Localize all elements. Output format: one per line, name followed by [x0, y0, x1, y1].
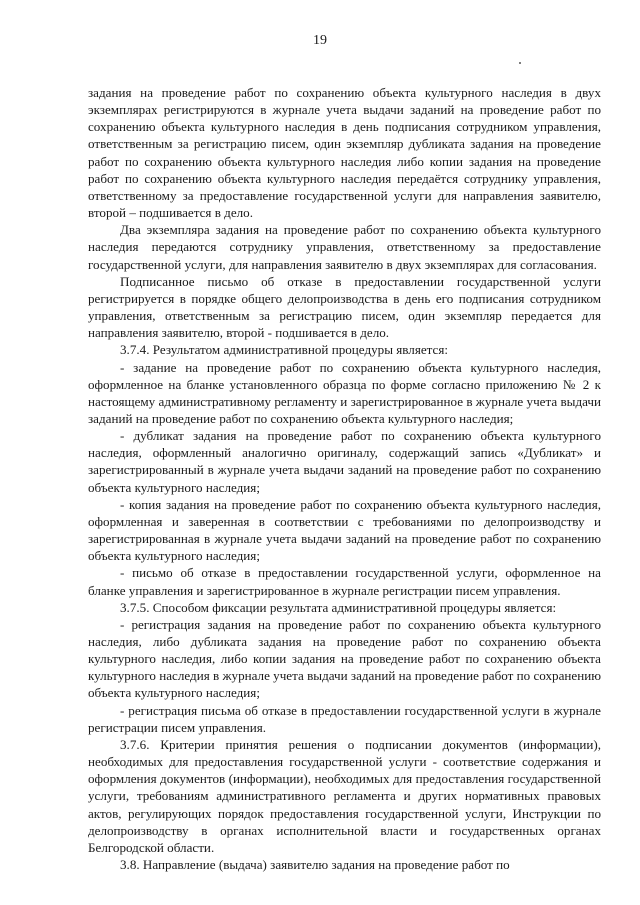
list-item-copy: - копия задания на проведение работ по сохранению объекта культурного наследия, оформленная и заверенная в соответствии с требованиями по делопроизводству и зарегистрированная в журнале учета выдачи заданий на проведение работ по сохранению объекта культурного наследия; — [88, 496, 601, 564]
paragraph-two-copies: Два экземпляра задания на проведение работ по сохранению объекта культурного наследия передаются сотруднику управления, ответственному за предоставление государственной услуги, для направления заявителю в двух экземплярах для согласования. — [88, 222, 601, 272]
paragraph-3-8-heading: 3.8. Направление (выдача) заявителю задания на проведение работ по — [120, 857, 510, 873]
document-body — [88, 84, 601, 873]
list-item-registration-task: - регистрация задания на проведение работ по сохранению объекта культурного наследия, либо дубликата задания на проведение работ по сохранению объекта культурного наследия, либо копии задания на проведение работ по сохранению объекта культурного наследия в журнале учета выдачи заданий на проведение работ по сохранению объекта культурного наследия; — [88, 616, 601, 701]
list-item-refusal: - письмо об отказе в предоставлении государственной услуги, оформленное на бланке управления и зарегистрированное в журнале регистрации писем управления. — [88, 565, 601, 598]
scan-speck — [519, 62, 521, 64]
list-item-duplicate: - дубликат задания на проведение работ по сохранению объекта культурного наследия, оформленный аналогично оригиналу, содержащий запись «Дубликат» и зарегистрированный в журнале учета выдачи заданий на проведение работ по сохранению объекта культурного наследия; — [88, 428, 601, 495]
list-item-registration-refusal: - регистрация письма об отказе в предоставлении государственной услуги в журнале регистрации писем управления. — [88, 702, 601, 735]
paragraph-3-7-6-criteria: 3.7.6. Критерии принятия решения о подписании документов (информации), необходимых для предоставления государственной услуги - соответствие содержания и оформления документов (информации), необходимых для предоставления государственной услуги, требованиям административного регламента и других нормативных правовых актов, регулирующих порядок предоставления государственной услуги, Инструкции по делопроизводству в органах исполнительной власти и государственных органах Белгородской области. — [88, 736, 601, 855]
paragraph-continuation: задания на проведение работ по сохранению объекта культурного наследия в двух экземплярах регистрируются в журнале учета выдачи заданий на проведение работ по сохранению объекта культурного наследия в день подписания сотрудником управления, ответственным за регистрацию писем, один экземпляр дубликата задания на проведение работ по сохранению объекта культурного наследия либо копии задания на проведение работ по сохранению объекта культурного наследия передаётся сотруднику управления, ответственному за предоставление государственной услуги для направления заявителю, второй – подшивается в дело. — [88, 85, 601, 221]
page-number: 19 — [313, 33, 327, 48]
paragraph-refusal-letter: Подписанное письмо об отказе в предоставлении государственной услуги регистрируется в порядке общего делопроизводства в день его подписания сотрудником управления, ответственным за регистрацию писем, один экземпляр передается для направления заявителю, второй - подшивается в дело. — [88, 273, 601, 341]
paragraph-3-7-5-heading: 3.7.5. Способом фиксации результата административной процедуры является: — [120, 599, 557, 615]
paragraph-3-7-4-heading: 3.7.4. Результатом административной процедуры является: — [120, 342, 449, 358]
list-item-task: - задание на проведение работ по сохранению объекта культурного наследия, оформленное на бланке установленного образца по форме согласно приложению № 2 к настоящему административному регламенту и зарегистрированное в журнале учета выдачи заданий на проведение работ по сохранению объекта культурного наследия; — [88, 359, 601, 426]
